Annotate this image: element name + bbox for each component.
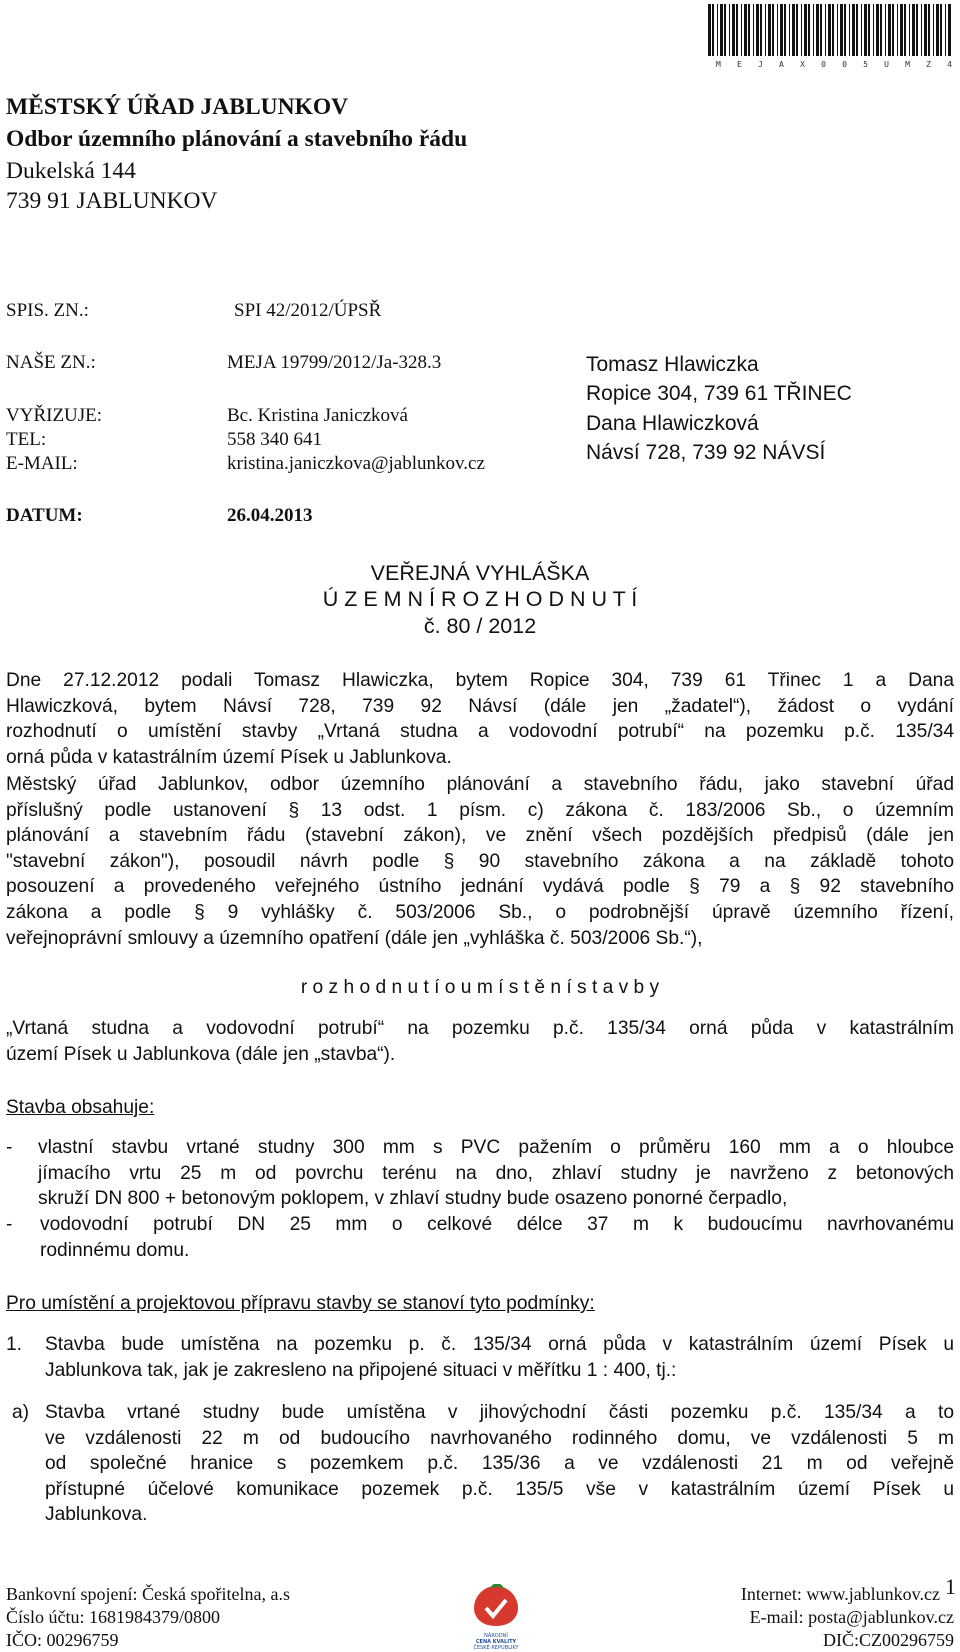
text-line: ve vzdálenosti 22 m od budoucího navrhovaného rodinného domu, ve vzdálenosti 5 m xyxy=(45,1427,954,1449)
spis-value: SPI 42/2012/ÚPSŘ xyxy=(234,300,382,321)
text-line: "stavební zákon"), posoudil návrh podle § 90 stavebního zákona a na základě tohoto xyxy=(6,850,954,872)
barcode-bar xyxy=(753,4,754,56)
barcode-bar xyxy=(724,4,726,56)
text-line: rozhodnutí o umístění stavby „Vrtaná studna a vodovodní potrubí“ na pozemku p.č. 135/34 xyxy=(6,721,954,743)
barcode-bar xyxy=(945,4,946,56)
logo-text-3: ČESKÉ REPUBLIKY xyxy=(473,1645,519,1651)
barcode-bar xyxy=(813,4,814,56)
barcode-bar xyxy=(712,4,714,56)
title-public-notice: VEŘEJNÁ VYHLÁŠKA xyxy=(370,561,590,585)
text-line: Jablunkova. xyxy=(45,1504,148,1526)
contents-bullet-2: - xyxy=(6,1214,13,1235)
barcode-bar xyxy=(801,4,802,56)
barcode-bar xyxy=(856,4,858,56)
text-line: Městský úřad Jablunkov, odbor územního plánování a stavebního řádu, jako stavební úřad xyxy=(6,774,954,795)
barcode-bar xyxy=(780,4,783,56)
office-name: MĚSTSKÝ ÚŘAD JABLUNKOV xyxy=(6,94,349,120)
text-line: Stavba bude umístěna na pozemku p. č. 135/34 orná půda v katastrálním území Písek u xyxy=(45,1334,954,1355)
page-number: 1 xyxy=(945,1574,956,1599)
tel-label: TEL: xyxy=(6,429,47,450)
barcode-char: J xyxy=(758,60,763,69)
barcode-bar xyxy=(849,4,850,56)
barcode-bar xyxy=(784,4,786,56)
nase-label: NAŠE ZN.: xyxy=(6,352,96,373)
barcode-bar xyxy=(840,4,843,56)
barcode-bar xyxy=(861,4,862,56)
footer-web: Internet: www.jablunkov.cz xyxy=(740,1584,940,1604)
barcode-bar xyxy=(852,4,855,56)
text-line: vodovodní potrubí DN 25 mm o celkové délce 37 m k budoucímu navrhovanému xyxy=(40,1214,954,1235)
barcode-char: 4 xyxy=(947,60,952,69)
barcode-bar xyxy=(880,4,882,56)
barcode-bar xyxy=(756,4,759,56)
vyrizuje-value: Bc. Kristina Janiczková xyxy=(227,405,408,426)
barcode-bar xyxy=(940,4,942,56)
barcode-char: 0 xyxy=(821,60,826,69)
barcode-bar xyxy=(844,4,846,56)
barcode-bar xyxy=(904,4,906,56)
barcode-bar xyxy=(717,4,718,56)
text-line: jímacího vrtu 25 m od povrchu terénu na dno, zhlaví studny je navrženo z betonových xyxy=(38,1162,954,1184)
text-line: Hlawiczková, bytem Návsí 728, 739 92 Návsí (dále jen „žadatel“), žádost o vydání xyxy=(6,695,954,717)
text-line: Jablunkova tak, jak je zakresleno na připojené situaci v měřítku 1 : 400, tj.: xyxy=(45,1359,677,1381)
office-department: Odbor územního plánování a stavebního řádu xyxy=(6,126,468,152)
title-decision: Ú Z E M N Í R O Z H O D N U T Í xyxy=(322,587,638,611)
barcode-bar xyxy=(892,4,894,56)
barcode-bar xyxy=(808,4,810,56)
text-line: přístupné účelové komunikace pozemek p.č. 135/5 vše v katastrálním území Písek u xyxy=(45,1478,954,1500)
footer-account: Číslo účtu: 1681984379/0800 xyxy=(6,1607,221,1627)
barcode-bar xyxy=(924,4,927,56)
barcode-char: U xyxy=(884,60,889,69)
email-label: E-MAIL: xyxy=(6,453,78,474)
office-city: 739 91 JABLUNKOV xyxy=(6,188,218,214)
barcode-bar xyxy=(796,4,798,56)
barcode-bar xyxy=(928,4,930,56)
text-line: Stavba vrtané studny bude umístěna v jihovýchodní části pozemku p.č. 135/34 a to xyxy=(45,1402,954,1423)
barcode-bar xyxy=(708,4,711,56)
barcode-text xyxy=(716,60,952,69)
email-value: kristina.janiczkova@jablunkov.cz xyxy=(227,453,485,474)
barcode-bar xyxy=(916,4,918,56)
barcode-bar xyxy=(828,4,831,56)
datum-label: DATUM: xyxy=(6,505,83,526)
barcode-bar xyxy=(885,4,886,56)
barcode-bar xyxy=(792,4,795,56)
barcode-bar xyxy=(888,4,891,56)
conditions-heading: Pro umístění a projektovou přípravu stavby se stanoví tyto podmínky: xyxy=(6,1293,595,1314)
footer-dic: DIČ:CZ00296759 xyxy=(822,1630,954,1650)
text-line: skruží DN 800 + betonovým poklopem, v zhlaví studny bude osazeno ponorné čerpadlo, xyxy=(38,1188,788,1210)
barcode-bar xyxy=(933,4,934,56)
barcode-char: 0 xyxy=(842,60,847,69)
text-line: orná půda v katastrálním území Písek u Jablunkova. xyxy=(6,746,452,768)
condition-1a xyxy=(45,1400,954,1528)
paragraph-authority xyxy=(6,772,954,951)
barcode-bar xyxy=(825,4,826,56)
condition-1 xyxy=(45,1332,954,1383)
national-quality-award-logo xyxy=(468,1584,524,1652)
barcode-bar xyxy=(720,4,723,56)
barcode-bar xyxy=(832,4,834,56)
barcode-bar xyxy=(804,4,807,56)
spis-label: SPIS. ZN.: xyxy=(6,300,89,321)
barcode-char: 5 xyxy=(863,60,868,69)
condition-1-number: 1. xyxy=(6,1334,23,1355)
barcode-bar xyxy=(789,4,790,56)
office-street: Dukelská 144 xyxy=(6,158,136,184)
decision-heading: r o z h o d n u t í o u m í s t ě n í s t a v b y xyxy=(300,977,660,998)
barcode-bar xyxy=(748,4,750,56)
footer-ico: IČO: 00296759 xyxy=(6,1630,119,1650)
barcode-bar xyxy=(765,4,766,56)
barcode-bar xyxy=(900,4,903,56)
barcode-bar xyxy=(837,4,838,56)
contents-item-1 xyxy=(38,1135,954,1212)
barcode-char: E xyxy=(737,60,742,69)
text-line: zákona a podle § 9 vyhlášky č. 503/2006 Sb., o podrobnější úpravě územního řízení, xyxy=(6,901,954,923)
quality-logo-icon xyxy=(468,1584,524,1628)
barcode-bar xyxy=(897,4,898,56)
paragraph-application xyxy=(6,668,954,770)
barcode-bar xyxy=(936,4,939,56)
barcode-bar xyxy=(868,4,870,56)
barcode-bar xyxy=(777,4,778,56)
text-line: veřejnoprávní smlouvy a územního opatření (dále jen „vyhláška č. 503/2006 Sb.“), xyxy=(6,927,703,949)
barcode-char: Z xyxy=(926,60,931,69)
barcode-bar xyxy=(921,4,922,56)
barcode-bar xyxy=(912,4,915,56)
barcode xyxy=(706,4,954,60)
logo-text-1: NÁRODNÍ xyxy=(484,1633,508,1639)
barcode-bar xyxy=(864,4,867,56)
barcode-bar xyxy=(744,4,747,56)
logo-text-2: CENA KVALITY xyxy=(475,1639,517,1645)
barcode-bar xyxy=(768,4,771,56)
text-line: „Vrtaná studna a vodovodní potrubí“ na pozemku p.č. 135/34 orná půda v katastrálním xyxy=(6,1018,954,1039)
barcode-bar xyxy=(873,4,874,56)
recipient-line-4: Návsí 728, 739 92 NÁVSÍ xyxy=(586,441,826,464)
recipient-line-3: Dana Hlawiczková xyxy=(586,412,759,435)
contents-item-2 xyxy=(40,1212,954,1263)
barcode-char: A xyxy=(779,60,784,69)
title-number: č. 80 / 2012 xyxy=(423,614,537,638)
text-line: území Písek u Jablunkova (dále jen „stavba“). xyxy=(6,1043,396,1065)
text-line: příslušný podle ustanovení § 13 odst. 1 písm. c) zákona č. 183/2006 Sb., o územním xyxy=(6,799,954,821)
text-line: vlastní stavbu vrtané studny 300 mm s PVC pažením o průměru 160 mm a o hloubce xyxy=(38,1137,954,1158)
barcode-bar xyxy=(729,4,730,56)
vyrizuje-label: VYŘIZUJE: xyxy=(6,405,103,426)
barcode-bar xyxy=(760,4,762,56)
barcode-char: M xyxy=(905,60,910,69)
barcode-bar xyxy=(736,4,738,56)
footer-email: E-mail: posta@jablunkov.cz xyxy=(749,1607,954,1627)
contents-heading: Stavba obsahuje: xyxy=(6,1097,155,1118)
barcode-bar xyxy=(741,4,742,56)
condition-1a-number: a) xyxy=(12,1402,30,1423)
barcode-bar xyxy=(820,4,822,56)
text-line: rodinnému domu. xyxy=(40,1239,190,1261)
text-line: od společné hranice s pozemkem p.č. 135/36 a ve vzdálenosti 21 m od veřejně xyxy=(45,1453,954,1475)
text-line: plánování a stavebním řádu (stavební zákon), ve znění všech pozdějších předpisů (dále jen xyxy=(6,825,954,847)
text-line: Dne 27.12.2012 podali Tomasz Hlawiczka, bytem Ropice 304, 739 61 Třinec 1 a Dana xyxy=(6,670,954,691)
recipient-line-2: Ropice 304, 739 61 TŘINEC xyxy=(586,382,852,405)
barcode-bar xyxy=(876,4,879,56)
paragraph-construction xyxy=(6,1016,954,1067)
nase-value: MEJA 19799/2012/Ja-328.3 xyxy=(227,352,442,373)
contents-bullet-1: - xyxy=(6,1137,13,1158)
tel-value: 558 340 641 xyxy=(227,429,322,450)
barcode-bar xyxy=(909,4,910,56)
barcode-char: M xyxy=(716,60,721,69)
recipient-line-1: Tomasz Hlawiczka xyxy=(586,353,759,376)
barcode-bar xyxy=(948,4,951,56)
footer-bank: Bankovní spojení: Česká spořitelna, a.s xyxy=(6,1584,290,1604)
datum-value: 26.04.2013 xyxy=(227,505,313,526)
text-line: posouzení a provedeného veřejného ústního jednání vydává podle § 79 a § 92 stavebního xyxy=(6,876,954,898)
barcode-bar xyxy=(732,4,735,56)
barcode-bar xyxy=(772,4,774,56)
barcode-char: X xyxy=(800,60,805,69)
barcode-bar xyxy=(816,4,819,56)
